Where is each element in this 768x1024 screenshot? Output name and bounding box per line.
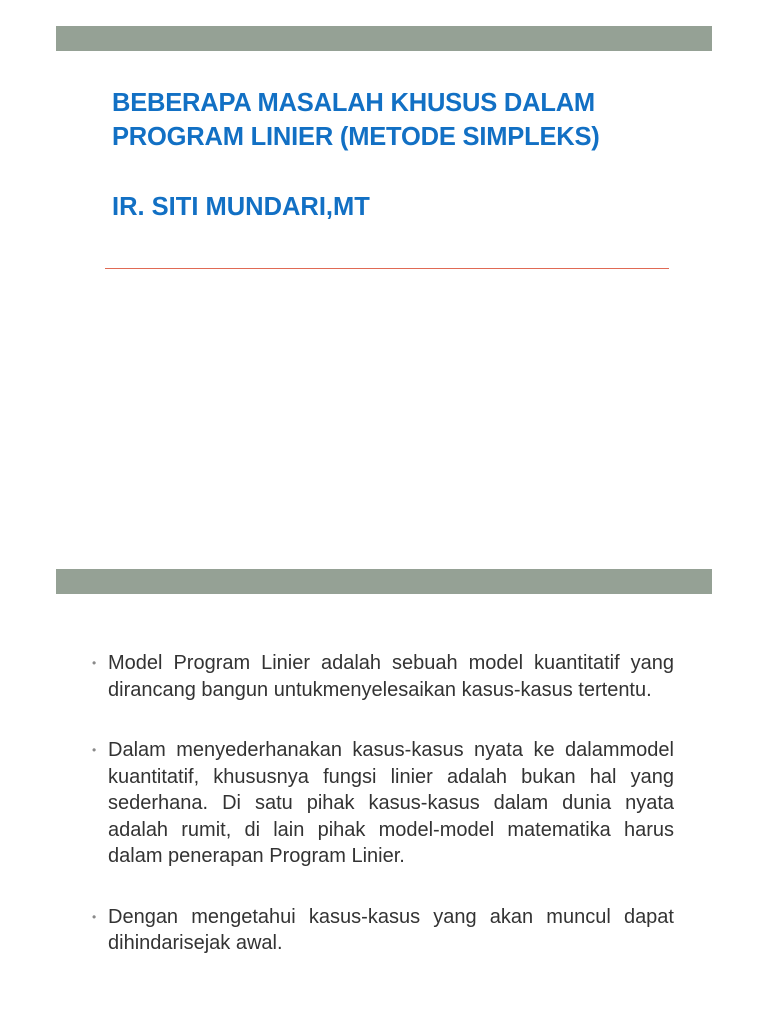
bullet-item [92, 904, 674, 957]
bullet-dot-icon: • [92, 743, 97, 757]
author-name: IR. SITI MUNDARI,MT [112, 193, 370, 221]
bullet-list [92, 650, 674, 957]
bullet-item [92, 737, 674, 870]
slide-header-bar [56, 26, 712, 51]
slide-title [112, 86, 712, 154]
bullet-dot-icon: • [92, 909, 97, 924]
slide-title-line-2: PROGRAM LINIER (METODE SIMPLEKS) [112, 123, 600, 151]
bullet-text: Dengan mengetahui kasus-kasus yang akan muncul dapat dihindarisejak awal. [108, 905, 674, 954]
title-divider [105, 268, 669, 269]
slide-header-bar [56, 569, 712, 594]
bullet-text: Dalam menyederhanakan kasus-kasus nyata ke dalammodel kuantitatif, khususnya fungsi linier adalah bukan hal yang sederhana. Di satu pihak kasus-kasus dalam dunia nyata adalah rumit, di lain pihak model-model matematika harus dalam penerapan Program Linier. [108, 739, 674, 867]
content-slide [0, 545, 768, 1024]
slide-title-line-1: BEBERAPA MASALAH KHUSUS DALAM [112, 89, 595, 117]
bullet-text: Model Program Linier adalah sebuah model kuantitatif yang dirancang bangun untukmenyelesaikan kasus-kasus tertentu. [108, 652, 674, 701]
bullet-item [92, 650, 674, 703]
bullet-dot-icon: • [92, 656, 97, 670]
